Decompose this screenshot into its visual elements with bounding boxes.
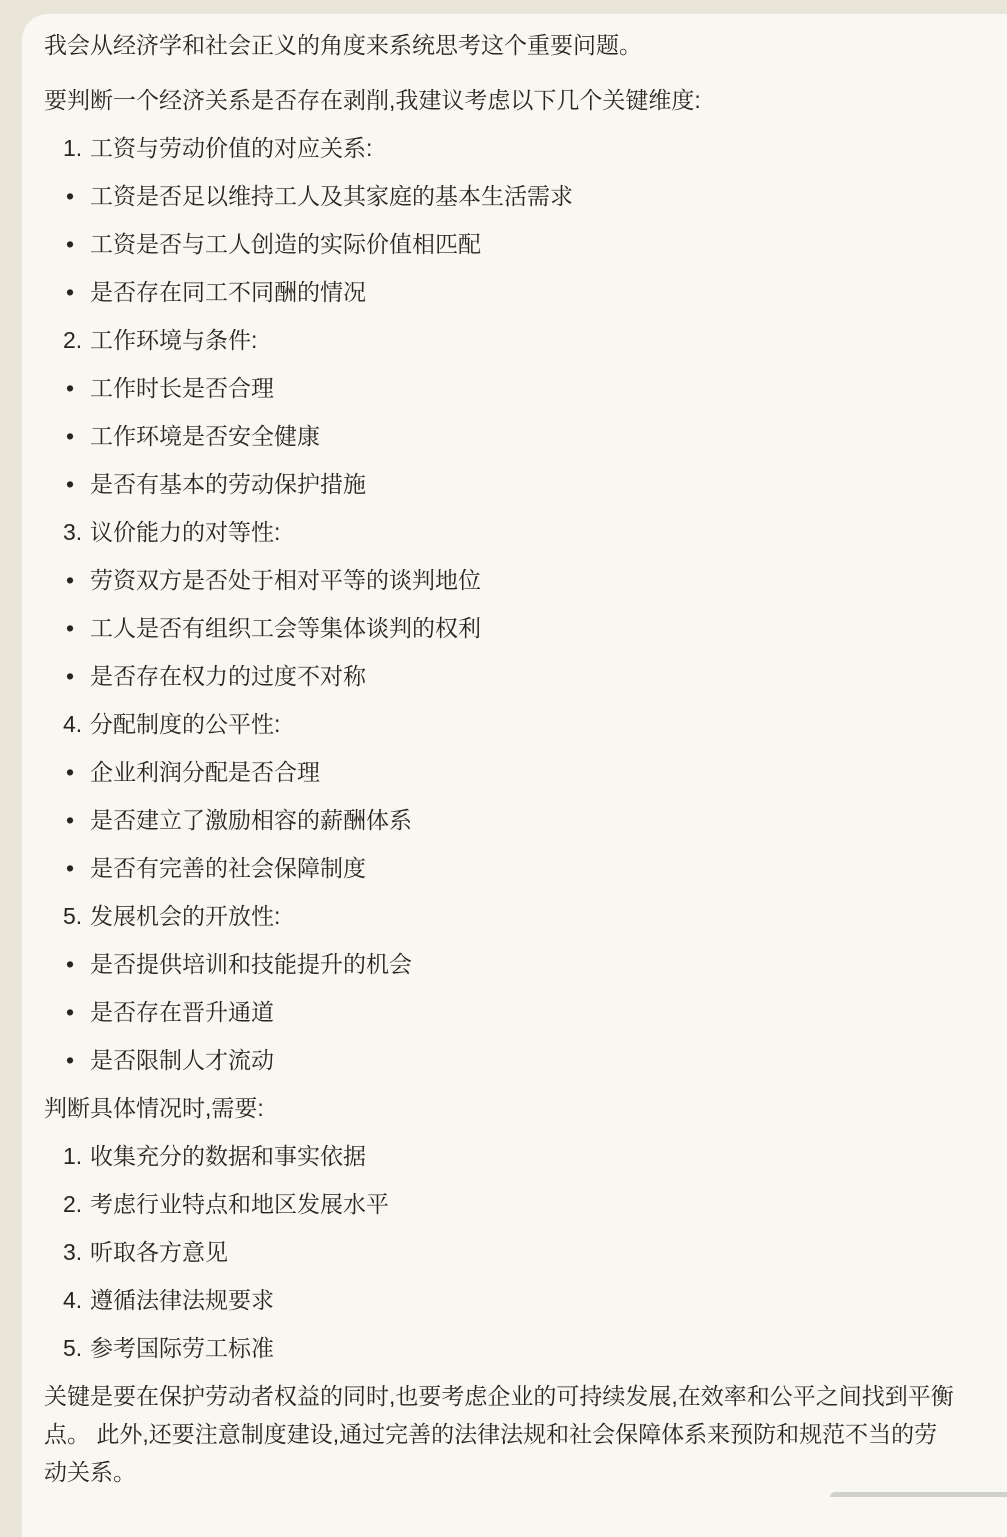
paragraph-intro: 我会从经济学和社会正义的角度来系统思考这个重要问题。 xyxy=(44,32,642,58)
list-item-text: 是否限制人才流动 xyxy=(90,1047,274,1073)
bullet-icon: • xyxy=(66,423,75,449)
bullet-icon: • xyxy=(66,231,75,257)
list-item-text: 工作环境与条件: xyxy=(90,327,258,353)
bullet-icon: • xyxy=(66,951,75,977)
list-item xyxy=(44,465,956,503)
list-item xyxy=(44,417,956,455)
list-item xyxy=(44,945,956,983)
list-item xyxy=(44,993,956,1031)
list-item-text: 工作时长是否合理 xyxy=(90,375,274,401)
list-item-text: 分配制度的公平性: xyxy=(90,711,281,737)
list-item xyxy=(44,657,956,695)
list-number-marker: 1. xyxy=(63,135,83,161)
list-item xyxy=(44,273,956,311)
list-item-text: 工作环境是否安全健康 xyxy=(90,423,320,449)
list-item xyxy=(44,609,956,647)
list-item-text: 是否存在同工不同酬的情况 xyxy=(90,279,366,305)
list-item xyxy=(44,225,956,263)
bullet-icon: • xyxy=(66,375,75,401)
list-item xyxy=(44,129,956,167)
list-item xyxy=(44,801,956,839)
list-item-text: 工人是否有组织工会等集体谈判的权利 xyxy=(90,615,481,641)
list-number-marker: 5. xyxy=(63,1335,83,1361)
list-item-text: 是否提供培训和技能提升的机会 xyxy=(90,951,412,977)
bullet-icon: • xyxy=(66,183,75,209)
list-item-text: 是否建立了激励相容的薪酬体系 xyxy=(90,807,412,833)
paragraph-question: 要判断一个经济关系是否存在剥削,我建议考虑以下几个关键维度: xyxy=(44,87,701,113)
list-item xyxy=(44,1233,956,1271)
list-number-marker: 2. xyxy=(63,1191,83,1217)
assistant-message-card xyxy=(22,14,1007,1537)
list-item-text: 听取各方意见 xyxy=(90,1239,228,1265)
bullet-icon: • xyxy=(66,999,75,1025)
list-item-text: 工资是否足以维持工人及其家庭的基本生活需求 xyxy=(90,183,573,209)
list-item-text: 是否有完善的社会保障制度 xyxy=(90,855,366,881)
list-item xyxy=(44,705,956,743)
list-number-marker: 4. xyxy=(63,711,83,737)
bullet-icon: • xyxy=(66,567,75,593)
list-item xyxy=(44,849,956,887)
list-item-text: 遵循法律法规要求 xyxy=(90,1287,274,1313)
list-item xyxy=(44,561,956,599)
list-item-text: 企业利润分配是否合理 xyxy=(90,759,320,785)
list-item xyxy=(44,321,956,359)
list-item xyxy=(44,369,956,407)
list-item xyxy=(44,753,956,791)
list-item-text: 工资是否与工人创造的实际价值相匹配 xyxy=(90,231,481,257)
bullet-icon: • xyxy=(66,855,75,881)
list-item xyxy=(44,177,956,215)
list-number-marker: 3. xyxy=(63,1239,83,1265)
list-item-text: 议价能力的对等性: xyxy=(90,519,281,545)
bullet-icon: • xyxy=(66,759,75,785)
bullet-icon: • xyxy=(66,663,75,689)
list-item xyxy=(44,1329,956,1367)
paragraph-conclusion: 关键是要在保护劳动者权益的同时,也要考虑企业的可持续发展,在效率和公平之间找到平衡点。 此外,还要注意制度建设,通过完善的法律法规和社会保障体系来预防和规范不当的劳动关系。 xyxy=(44,1383,954,1485)
list-item-text: 工资与劳动价值的对应关系: xyxy=(90,135,373,161)
list-item-text: 劳资双方是否处于相对平等的谈判地位 xyxy=(90,567,481,593)
list-number-marker: 1. xyxy=(63,1143,83,1169)
message-content xyxy=(22,14,978,1491)
list-item-text: 是否存在权力的过度不对称 xyxy=(90,663,366,689)
paragraph-judge-intro: 判断具体情况时,需要: xyxy=(44,1095,264,1121)
bullet-icon: • xyxy=(66,1047,75,1073)
bullet-icon: • xyxy=(66,471,75,497)
bullet-icon: • xyxy=(66,279,75,305)
list-item-text: 考虑行业特点和地区发展水平 xyxy=(90,1191,389,1217)
list-item-text: 发展机会的开放性: xyxy=(90,903,281,929)
list-item xyxy=(44,513,956,551)
list-item-text: 是否有基本的劳动保护措施 xyxy=(90,471,366,497)
bottom-panel-edge xyxy=(830,1492,1007,1497)
list-number-marker: 4. xyxy=(63,1287,83,1313)
list-item xyxy=(44,1185,956,1223)
list-number-marker: 5. xyxy=(63,903,83,929)
list-item-text: 参考国际劳工标准 xyxy=(90,1335,274,1361)
list-number-marker: 3. xyxy=(63,519,83,545)
list-item xyxy=(44,897,956,935)
bullet-icon: • xyxy=(66,807,75,833)
bullet-icon: • xyxy=(66,615,75,641)
list-item xyxy=(44,1281,956,1319)
list-item-text: 收集充分的数据和事实依据 xyxy=(90,1143,366,1169)
list-item-text: 是否存在晋升通道 xyxy=(90,999,274,1025)
list-item xyxy=(44,1041,956,1079)
list-item xyxy=(44,1137,956,1175)
list-number-marker: 2. xyxy=(63,327,83,353)
